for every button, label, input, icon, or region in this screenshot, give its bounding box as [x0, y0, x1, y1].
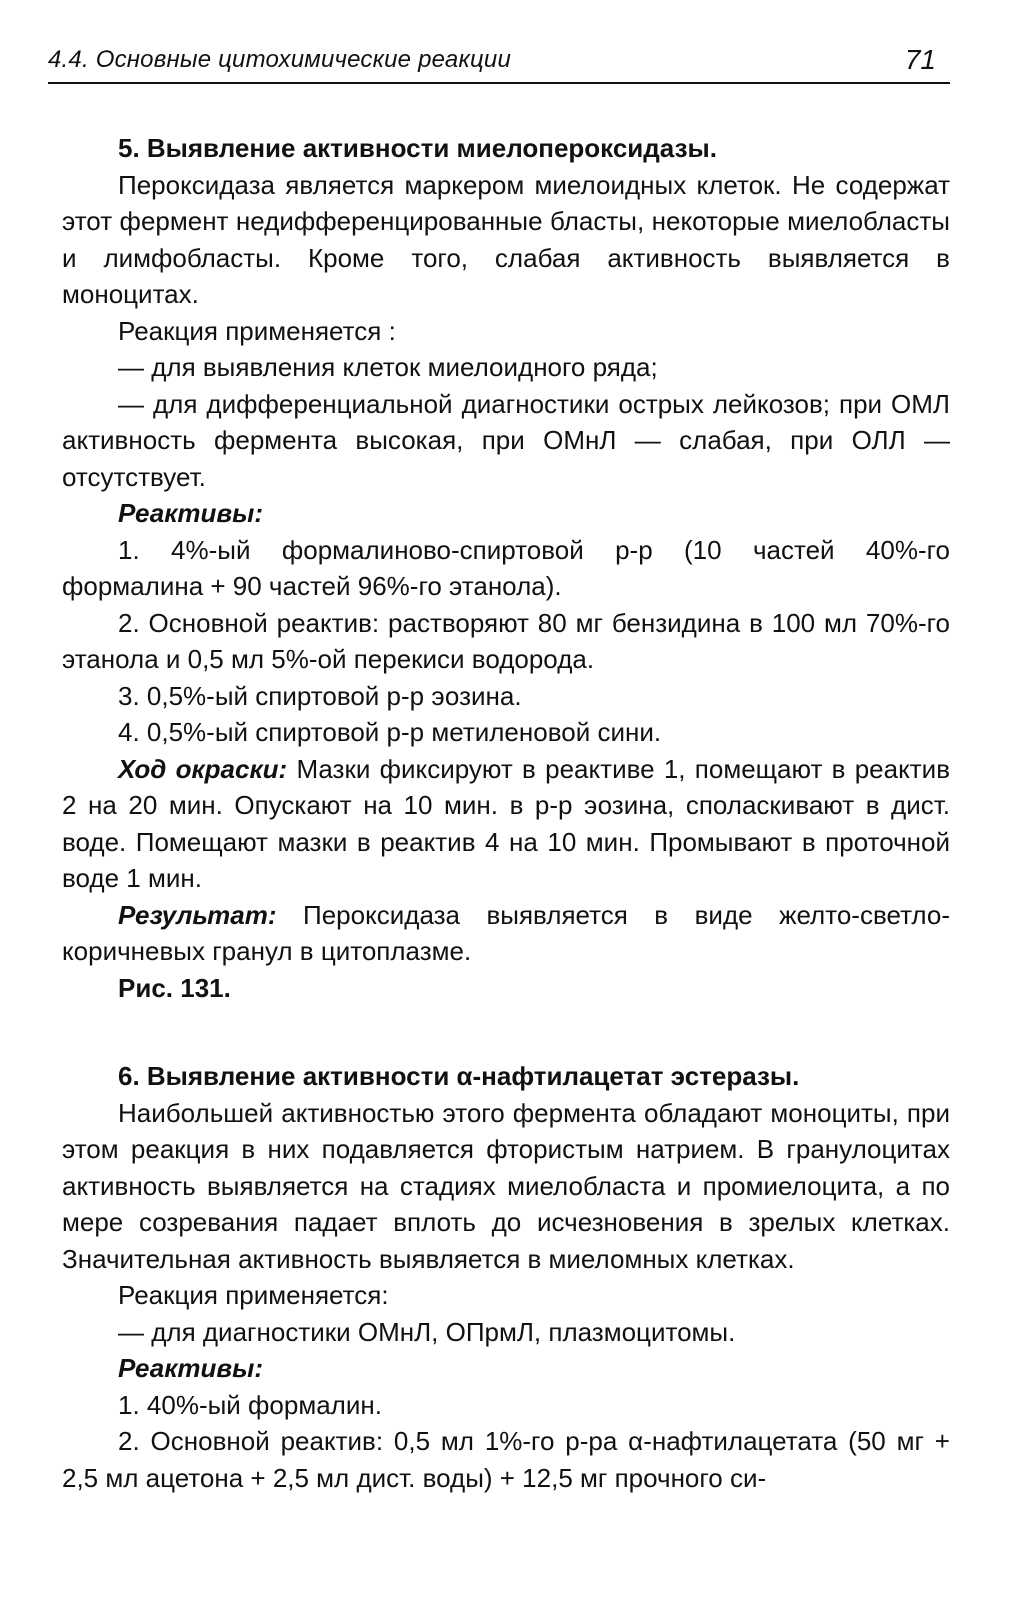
section-6-reagent-2: 2. Основной реактив: 0,5 мл 1%-го р-ра α-нафтилацетата (50 мг + 2,5 мл ацетона + 2,5 мл дист. воды) + 12,5 мг прочного си-: [62, 1426, 950, 1493]
section-5-title: 5. Выявление активности миелопероксидазы.: [118, 133, 717, 163]
section-6-title: 6. Выявление активности α-нафтилацетат эстеразы.: [118, 1061, 800, 1091]
section-5-staining-label: Ход окраски:: [118, 753, 288, 784]
section-6-use-1: — для диагностики ОМнЛ, ОПрмЛ, плазмоцитомы.: [118, 1316, 736, 1347]
section-5-intro: Пероксидаза является маркером миелоидных клеток. Не содержат этот фермент недифференцированные бласты, некоторые миелобласты и лимфобласты. Кроме того, слабая активность выявляется в моноцитах.: [62, 169, 950, 309]
section-gap: [62, 1006, 950, 1058]
section-5-staining-text: Мазки фиксируют в реактиве 1, помещают в реактив 2 на 20 мин. Опускают на 10 мин. в р-р эозина, споласкивают в дист. воде. Помещают мазки в реактив 4 на 10 мин. Промывают в проточной воде 1 мин.: [62, 753, 950, 893]
header-title: 4.4. Основные цитохимические реакции: [48, 46, 512, 73]
section-6-reagent-1: 1. 40%-ый формалин.: [118, 1389, 382, 1420]
section-5-use-2: — для дифференциальной диагностики острых лейкозов; при ОМЛ активность фермента высокая, при ОМнЛ — слабая, при ОЛЛ — отсутствует.: [62, 388, 950, 492]
section-5-result-text: Пероксидаза выявляется в виде желто-светло-коричневых гранул в цитоплазме.: [62, 899, 950, 966]
running-header: [48, 42, 950, 84]
section-6-reagents-label: Реактивы:: [118, 1353, 263, 1383]
section-6-applied: Реакция применяется:: [118, 1280, 389, 1310]
page-number: 71: [904, 44, 936, 75]
section-5-applied: Реакция применяется :: [118, 315, 396, 346]
section-5-reagent-1: 1. 4%-ый формалиново-спиртовой р-р (10 частей 40%-го формалина + 90 частей 96%-го этанола).: [62, 534, 950, 601]
section-5-reagent-4: 4. 0,5%-ый спиртовой р-р метиленовой сини.: [118, 717, 662, 747]
section-5-staining: [62, 751, 950, 897]
section-5-reagent-2: 2. Основной реактив: растворяют 80 мг бензидина в 100 мл 70%-го этанола и 0,5 мл 5%-ой перекиси водорода.: [62, 607, 950, 674]
section-5-use-1: — для выявления клеток миелоидного ряда;: [118, 352, 658, 382]
figure-reference: Рис. 131.: [118, 972, 231, 1003]
section-6-intro: Наибольшей активностью этого фермента обладают моноциты, при этом реакция в них подавляется фтористым натрием. В гранулоцитах активность выявляется на стадиях миелобласта и промиелоцита, а по мере созревания падает вплоть до исчезновения в зрелых клетках. Значительная активность выявляется в миеломных клетках.: [62, 1097, 950, 1274]
section-5-reagents-label: Реактивы:: [118, 498, 263, 528]
section-5-reagent-3: 3. 0,5%-ый спиртовой р-р эозина.: [118, 680, 522, 711]
page-body: [62, 130, 950, 1496]
section-5-result-label: Результат:: [118, 899, 277, 930]
section-5-result: [62, 897, 950, 970]
